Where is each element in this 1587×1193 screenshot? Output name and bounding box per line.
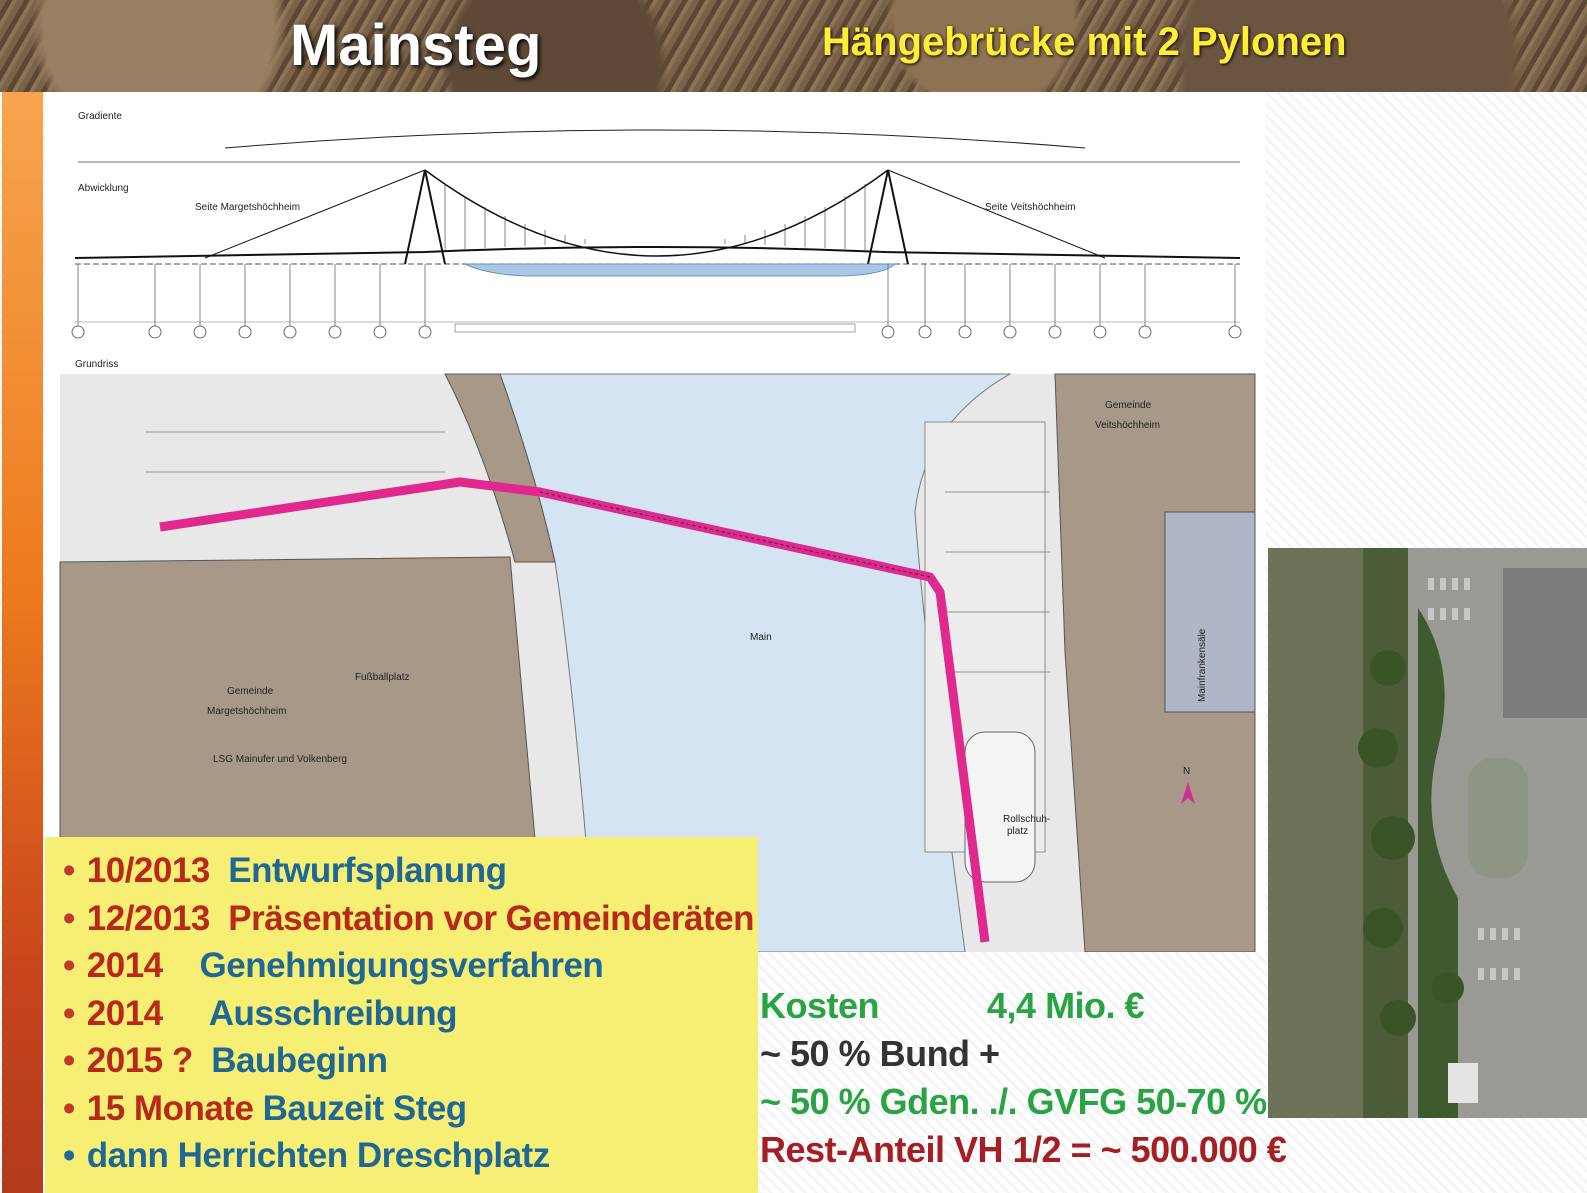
cost-summary	[760, 982, 1287, 1174]
cost-bund: ~ 50 % Bund +	[760, 1033, 1000, 1074]
municipality-left-1: Gemeinde	[227, 686, 274, 697]
timeline-item: • dann Herrichten Dreschplatz	[63, 1136, 550, 1175]
development-label: Abwicklung	[78, 183, 129, 194]
plan-label: Grundriss	[75, 359, 119, 370]
aerial-photo	[1268, 548, 1587, 1118]
timeline-item: • 15 Monate Bauzeit Steg	[63, 1088, 467, 1128]
municipality-right-2: Veitshöchheim	[1095, 420, 1161, 431]
timeline-item: • 2014 Ausschreibung	[63, 993, 458, 1033]
hall-label: Mainfrankensäle	[1197, 628, 1208, 702]
municipality-right-1: Gemeinde	[1105, 400, 1152, 411]
river-label: Main	[750, 632, 772, 643]
timeline-item: • 2014 Genehmigungsverfahren	[63, 946, 604, 985]
accent-sidebar	[2, 92, 43, 1193]
skating-label-1: Rollschuh-	[1003, 814, 1051, 825]
aerial-svg	[1268, 548, 1587, 1118]
timeline-box	[45, 837, 758, 1193]
protected-area-label: LSG Mainufer und Volkenberg	[213, 754, 347, 765]
header-banner	[0, 0, 1587, 92]
side-left-label: Seite Margetshöchheim	[195, 202, 301, 213]
skating-label-2: platz	[1007, 826, 1029, 837]
timeline-list	[45, 837, 758, 1180]
cost-gden: ~ 50 % Gden. ./. GVFG 50-70 %	[760, 1081, 1267, 1122]
cost-label: Kosten	[760, 985, 880, 1026]
page-title: Mainsteg	[290, 13, 542, 78]
cost-value: 4,4 Mio. €	[987, 985, 1145, 1026]
football-field-label: Fußballplatz	[355, 672, 410, 683]
timeline-item: • 10/2013 Entwurfsplanung	[63, 851, 507, 890]
north-label: N	[1183, 766, 1191, 777]
page-subtitle: Hängebrücke mit 2 Pylonen	[822, 20, 1347, 64]
timeline-item: • 2015 ? Baubeginn	[63, 1041, 388, 1080]
bridge-drawing	[45, 92, 1265, 952]
gradient-label: Gradiente	[78, 111, 122, 122]
cost-rest: Rest-Anteil VH 1/2 = ~ 500.000 €	[760, 1129, 1287, 1170]
side-right-label: Seite Veitshöchheim	[985, 202, 1076, 213]
municipality-left-2: Margetshöchheim	[207, 706, 287, 717]
timeline-item: • 12/2013 Präsentation vor Gemeinderäten	[63, 898, 754, 938]
bridge-plan-svg	[45, 92, 1265, 952]
